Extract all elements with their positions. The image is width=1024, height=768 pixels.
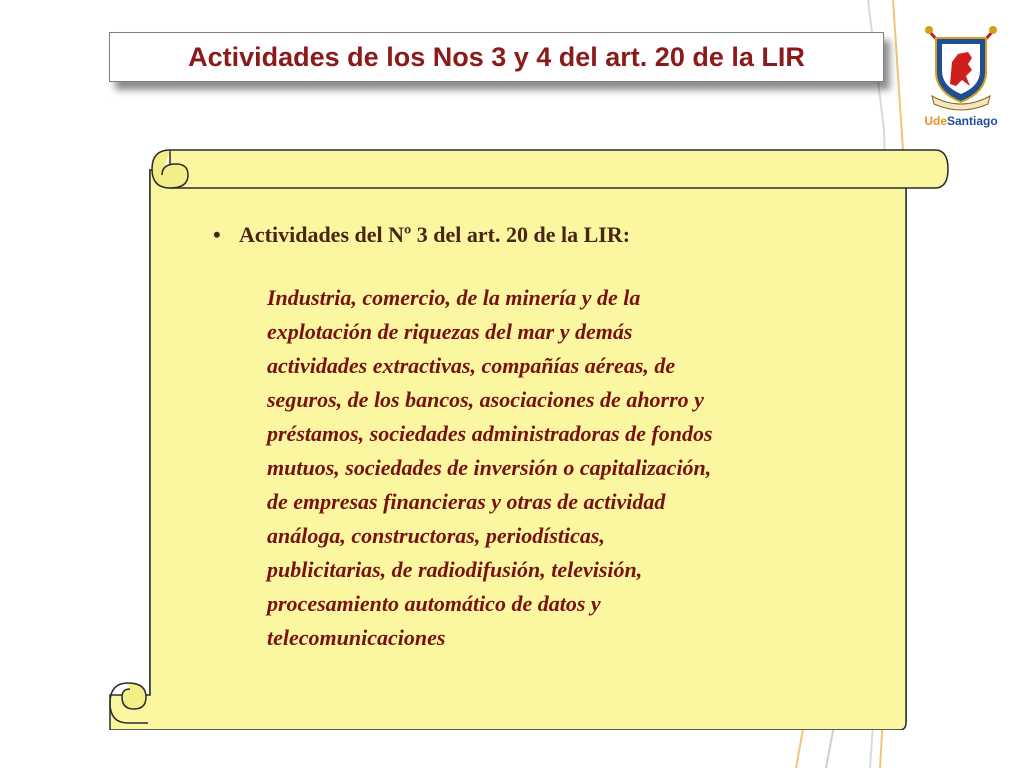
bullet-item bbox=[213, 222, 853, 248]
body-line: procesamiento automático de datos y bbox=[267, 591, 601, 616]
bullet-icon: • bbox=[213, 222, 221, 247]
body-line: explotación de riquezas del mar y demás bbox=[267, 319, 633, 344]
body-line: telecomunicaciones bbox=[267, 625, 446, 650]
body-line: seguros, de los bancos, asociaciones de ahorro y bbox=[267, 387, 704, 412]
title-box bbox=[109, 32, 884, 82]
university-crest-icon bbox=[922, 24, 1000, 112]
body-line: de empresas financieras y otras de actividad bbox=[267, 489, 666, 514]
body-line: Industria, comercio, de la minería y de la bbox=[267, 285, 641, 310]
logo-wordmark: UdeSantiago bbox=[924, 114, 998, 128]
body-line: préstamos, sociedades administradoras de fondos bbox=[267, 421, 713, 446]
body-line: actividades extractivas, compañías aéreas, de bbox=[267, 353, 676, 378]
scroll-content bbox=[213, 222, 853, 655]
body-line: publicitarias, de radiodifusión, televisión, bbox=[267, 557, 643, 582]
bullet-heading: Actividades del Nº 3 del art. 20 de la LIR: bbox=[239, 222, 631, 247]
body-line: análoga, constructoras, periodísticas, bbox=[267, 523, 605, 548]
body-line: mutuos, sociedades de inversión o capitalización, bbox=[267, 455, 712, 480]
udesantiago-logo bbox=[918, 24, 1004, 136]
slide-title: Actividades de los Nos 3 y 4 del art. 20 de la LIR bbox=[188, 41, 805, 72]
body-paragraph bbox=[267, 281, 852, 655]
